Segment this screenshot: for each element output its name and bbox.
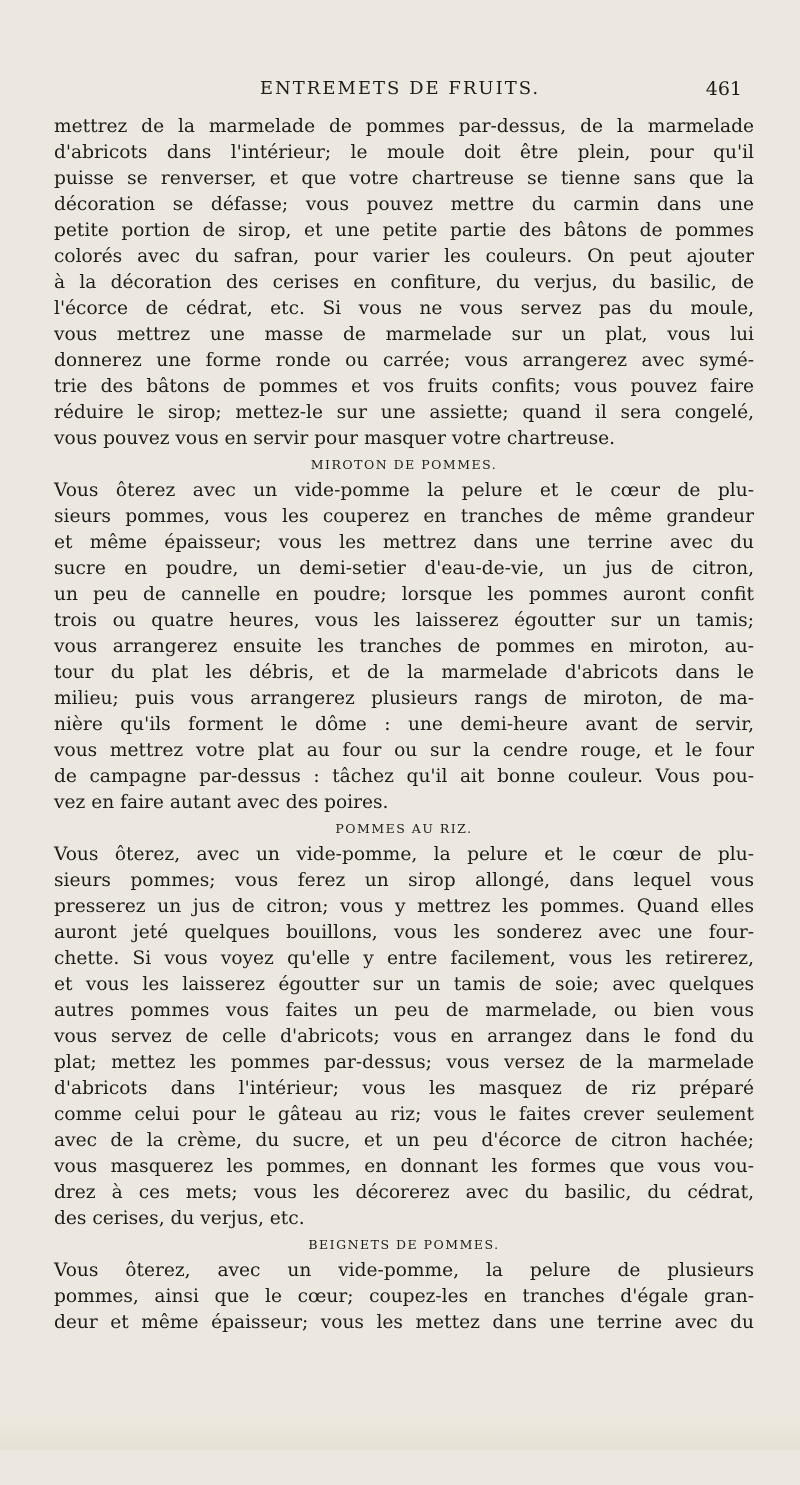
text-line: sieurs pommes; vous ferez un sirop allongé, dans lequel vous: [54, 870, 754, 891]
text-line: petite portion de sirop, et une petite partie des bâtons de pommes: [54, 220, 754, 241]
text-line: mettrez de la marmelade de pommes par-dessus, de la marmelade: [54, 116, 754, 137]
text-line: Vous ôterez, avec un vide-pomme, la pelure de plusieurs: [54, 1260, 754, 1281]
text-line: presserez un jus de citron; vous y mettrez les pommes. Quand elles: [54, 896, 754, 917]
text-line: l'écorce de cédrat, etc. Si vous ne vous servez pas du moule,: [54, 298, 754, 319]
text-line: comme celui pour le gâteau au riz; vous le faites crever seulement: [54, 1104, 754, 1125]
text-line: d'abricots dans l'intérieur; le moule doit être plein, pour qu'il: [54, 142, 754, 163]
text-line: tour du plat les débris, et de la marmelade d'abricots dans le: [54, 662, 754, 683]
text-line: sucre en poudre, un demi-setier d'eau-de-vie, un jus de citron,: [54, 558, 754, 579]
text-line: milieu; puis vous arrangerez plusieurs rangs de miroton, de ma-: [54, 688, 754, 709]
text-line: des cerises, du verjus, etc.: [54, 1208, 305, 1229]
text-line: trois ou quatre heures, vous les laisserez égoutter sur un tamis;: [54, 610, 754, 631]
text-line: et vous les laisserez égoutter sur un tamis de soie; avec quelques: [54, 974, 754, 995]
text-line: vous mettrez votre plat au four ou sur la cendre rouge, et le four: [54, 740, 754, 761]
text-line: autres pommes vous faites un peu de marmelade, ou bien vous: [54, 1000, 754, 1021]
text-line: pommes, ainsi que le cœur; coupez-les en tranches d'égale gran-: [54, 1286, 754, 1307]
text-line: un peu de cannelle en poudre; lorsque les pommes auront confit: [54, 584, 754, 605]
text-line: plat; mettez les pommes par-dessus; vous versez de la marmelade: [54, 1052, 754, 1073]
text-line: et même épaisseur; vous les mettrez dans une terrine avec du: [54, 532, 754, 553]
text-line: nière qu'ils forment le dôme : une demi-heure avant de servir,: [54, 714, 754, 735]
text-line: à la décoration des cerises en confiture, du verjus, du basilic, de: [54, 272, 754, 293]
text-line: décoration se défasse; vous pouvez mettre du carmin dans une: [54, 194, 754, 215]
text-line: vous servez de celle d'abricots; vous en arrangez dans le fond du: [54, 1026, 754, 1047]
text-line: deur et même épaisseur; vous les mettez dans une terrine avec du: [54, 1312, 754, 1333]
text-line: drez à ces mets; vous les décorerez avec du basilic, du cédrat,: [54, 1182, 754, 1203]
text-line: sieurs pommes, vous les couperez en tranches de même grandeur: [54, 506, 754, 527]
text-line: vous mettrez une masse de marmelade sur un plat, vous lui: [54, 324, 754, 345]
text-line: colorés avec du safran, pour varier les couleurs. On peut ajouter: [54, 246, 754, 267]
text-line: vous masquerez les pommes, en donnant les formes que vous vou-: [54, 1156, 754, 1177]
body-text: [54, 114, 754, 1336]
text-line: Vous ôterez, avec un vide-pomme, la pelure et le cœur de plu-: [54, 844, 754, 865]
text-line: vous pouvez vous en servir pour masquer votre chartreuse.: [54, 428, 616, 449]
text-line: avec de la crème, du sucre, et un peu d'écorce de citron hachée;: [54, 1130, 754, 1151]
running-title: ENTREMETS DE FRUITS.: [259, 78, 541, 99]
text-line: puisse se renverser, et que votre chartreuse se tienne sans que la: [54, 168, 754, 189]
section-heading: BEIGNETS DE POMMES.: [308, 1237, 500, 1252]
text-line: vez en faire autant avec des poires.: [54, 792, 389, 813]
text-line: Vous ôterez avec un vide-pomme la pelure et le cœur de plu-: [54, 480, 754, 501]
text-line: auront jeté quelques bouillons, vous les sonderez avec une four-: [54, 922, 754, 943]
text-line: d'abricots dans l'intérieur; vous les masquez de riz préparé: [54, 1078, 754, 1099]
text-line: réduire le sirop; mettez-le sur une assiette; quand il sera congelé,: [54, 402, 754, 423]
page-number: 461: [705, 78, 742, 100]
text-line: vous arrangerez ensuite les tranches de pommes en miroton, au-: [54, 636, 754, 657]
text-line: trie des bâtons de pommes et vos fruits confits; vous pouvez faire: [54, 376, 754, 397]
text-line: donnerez une forme ronde ou carrée; vous arrangerez avec symé-: [54, 350, 754, 371]
section-heading: POMMES AU RIZ.: [335, 821, 473, 836]
text-line: chette. Si vous voyez qu'elle y entre facilement, vous les retirerez,: [54, 948, 754, 969]
paper-stain: [0, 1420, 800, 1450]
text-line: de campagne par-dessus : tâchez qu'il ait bonne couleur. Vous pou-: [54, 766, 754, 787]
section-heading: MIROTON DE POMMES.: [310, 457, 498, 472]
page-header: [0, 78, 800, 106]
